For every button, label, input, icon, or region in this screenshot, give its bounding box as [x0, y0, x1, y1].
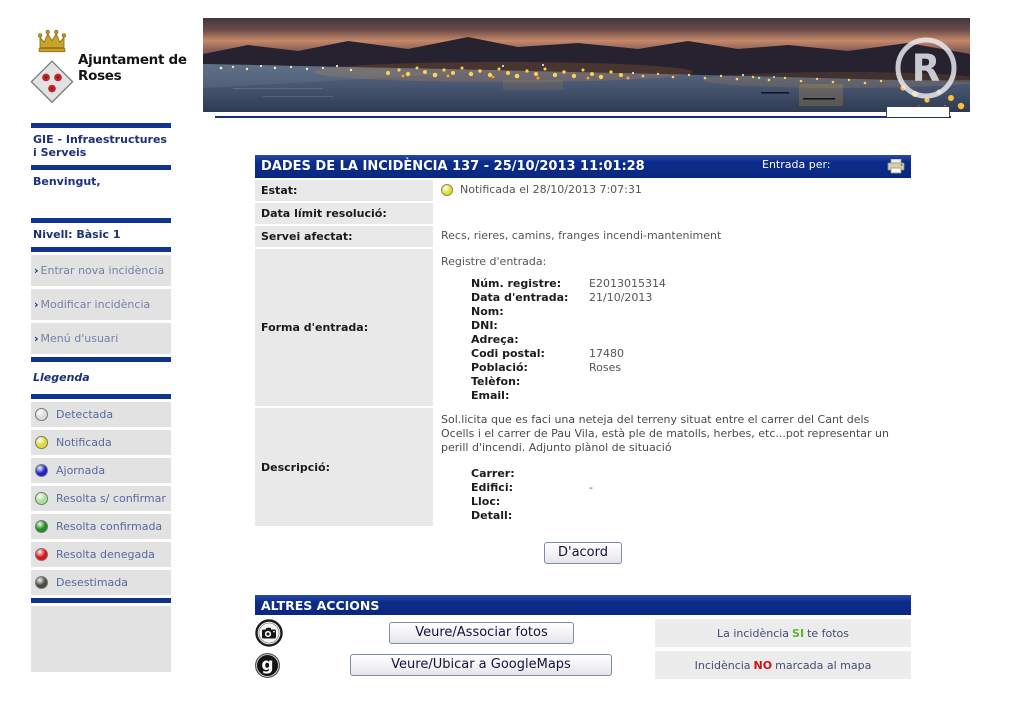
status-ball-icon: [35, 436, 48, 449]
divider: [31, 218, 171, 223]
banner-photo: [203, 18, 970, 112]
sidebar-item-entrar-nova-incidencia[interactable]: › Entrar nova incidència: [31, 255, 171, 286]
welcome-text: Benvingut,: [33, 175, 101, 188]
fotos-status: La incidència SI te fotos: [655, 619, 911, 647]
registre-heading: Registre d'entrada:: [441, 255, 547, 268]
sidebar-item-menu-usuari[interactable]: › Menú d'usuari: [31, 323, 171, 354]
legend-title: Llegenda: [33, 371, 90, 384]
camera-icon: [255, 619, 283, 647]
confirm-button[interactable]: D'acord: [544, 542, 622, 564]
username-redacted: [31, 193, 171, 217]
divider: [31, 247, 171, 252]
status-ball-icon: [35, 520, 48, 533]
print-icon[interactable]: [887, 159, 905, 174]
servei-value: Recs, rieres, camins, franges incendi-manteniment: [441, 229, 722, 242]
legend-item-desestimada: Desestimada: [31, 570, 171, 595]
legend-item-resolta-confirmada: Resolta confirmada: [31, 514, 171, 539]
servei-label: Servei afectat:: [255, 226, 433, 247]
data-limit-label: Data límit resolució:: [255, 203, 433, 224]
sidebar-footer-block: [31, 606, 171, 672]
status-ball-icon: [35, 492, 48, 505]
row-data-limit: [255, 203, 911, 224]
legend-item-detectada: Detectada: [31, 402, 171, 427]
veure-associar-fotos-button[interactable]: Veure/Associar fotos: [389, 622, 574, 644]
divider: [31, 123, 171, 128]
descripcio-text: Sol.licita que es faci una neteja del terreny situat entre el carrer del Cant dels Ocells i el carrer de Pau Vila, està ple de matolls, herbes, etc...pot representar un perill d'incendi. Adjunto plànol de situació: [441, 413, 889, 454]
roses-crest-icon: [28, 23, 76, 113]
chevron-right-icon: ›: [34, 332, 39, 345]
status-ball-icon: [35, 408, 48, 421]
divider: [31, 598, 171, 603]
sidebar-item-modificar-incidencia[interactable]: › Modificar incidència: [31, 289, 171, 320]
department-title: GIE - Infraestructures i Serveis: [33, 133, 167, 159]
row-servei-afectat: [255, 226, 911, 247]
sidebar: [31, 122, 171, 672]
level-text: Nivell: Bàsic 1: [33, 228, 121, 241]
descripcio-label: Descripció:: [255, 408, 433, 526]
estat-label: Estat:: [255, 180, 433, 201]
incident-title: DADES DE LA INCIDÈNCIA 137 - 25/10/2013 11:01:28: [261, 159, 645, 174]
svg-text:R: R: [911, 47, 941, 90]
google-icon: g: [255, 653, 280, 678]
legend-item-ajornada: Ajornada: [31, 458, 171, 483]
logo-title: Ajuntament de Roses: [78, 51, 187, 84]
row-forma-entrada: [255, 249, 911, 406]
forma-label: Forma d'entrada:: [255, 249, 433, 406]
status-ball-icon: [35, 548, 48, 561]
incident-panel: [255, 155, 911, 679]
status-ball-icon: [441, 184, 453, 196]
veure-ubicar-googlemaps-button[interactable]: Veure/Ubicar a GoogleMaps: [350, 654, 612, 676]
incident-titlebar: [255, 155, 911, 178]
banner-divider: [215, 116, 951, 118]
descripcio-fields: Carrer: Edifici: - Lloc: Detall:: [471, 467, 593, 522]
legend-item-resolta-s-confirmar: Resolta s/ confirmar: [31, 486, 171, 511]
entered-by-label: Entrada per:: [762, 158, 831, 171]
altres-accions-titlebar: [255, 595, 911, 615]
divider: [31, 357, 171, 362]
chevron-right-icon: ›: [34, 264, 39, 277]
row-descripcio: [255, 408, 911, 526]
legend-item-notificada: Notificada: [31, 430, 171, 455]
status-ball-icon: [35, 464, 48, 477]
session-button[interactable]: [886, 106, 950, 117]
status-ball-icon: [35, 576, 48, 589]
chevron-right-icon: ›: [34, 298, 39, 311]
data-limit-value: [433, 203, 911, 224]
registre-fields: Núm. registre: E2013015314 Data d'entrada: 21/10/2013 Nom: DNI: Adreça: Codi postal: 17480 Població: Roses Telèfon: Email:: [471, 277, 666, 402]
maps-status-highlight: NO: [753, 658, 773, 672]
legend-item-resolta-denegada: Resolta denegada: [31, 542, 171, 567]
estat-value: Notificada el 28/10/2013 7:07:31: [460, 183, 642, 196]
action-row-fotos: [255, 619, 911, 647]
row-estat: [255, 180, 911, 201]
action-row-googlemaps: [255, 651, 911, 679]
municipal-logo: [28, 20, 203, 115]
altres-accions-title: ALTRES ACCIONS: [261, 597, 380, 613]
divider: [31, 165, 171, 170]
fotos-status-highlight: SI: [792, 626, 805, 640]
maps-status: Incidència NO marcada al mapa: [655, 651, 911, 679]
divider: [31, 394, 171, 399]
